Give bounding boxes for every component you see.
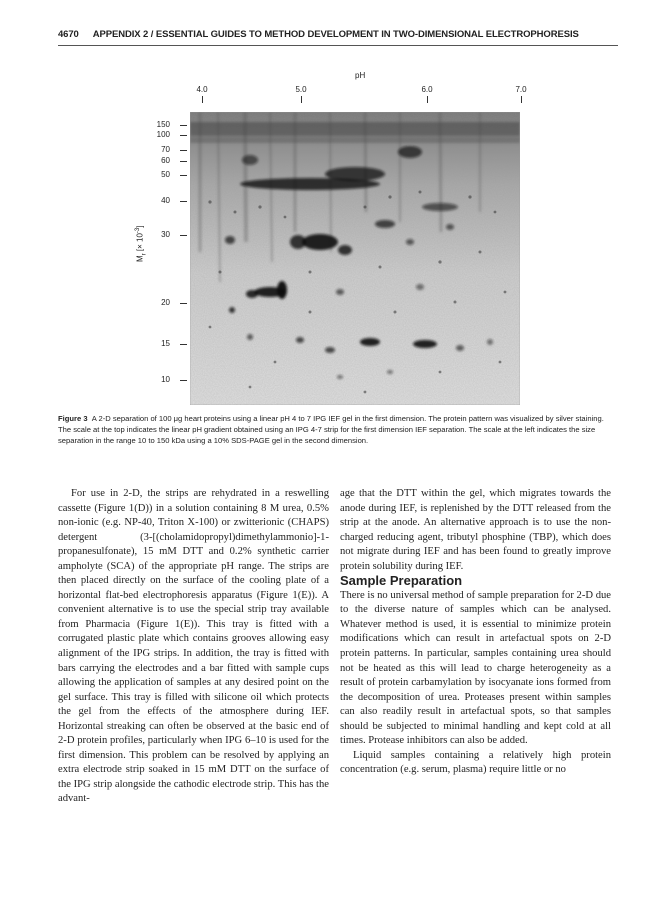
right-column [340, 487, 611, 778]
mw-tick-label: 50 [161, 170, 170, 179]
mw-tick-label: 10 [161, 375, 170, 384]
mw-tick-label: 20 [161, 298, 170, 307]
mw-tick-mark [180, 380, 187, 381]
mw-tick-mark [180, 303, 187, 304]
mw-tick-mark [180, 125, 187, 126]
page-number: 4670 [58, 29, 79, 40]
ph-tick-mark [521, 96, 522, 103]
mw-tick-mark [180, 175, 187, 176]
ph-tick-label: 4.0 [196, 85, 208, 94]
figure-caption [58, 413, 618, 446]
ph-tick-mark [202, 96, 203, 103]
mw-tick-label: 100 [156, 130, 170, 139]
caption-text: A 2-D separation of 100 μg heart proteins using a linear pH 4 to 7 IPG IEF gel in the first dimension. The protein pattern was visualized by silver staining. The scale at the top indicates the linear pH gradient obtained using an IPG 4-7 strip for the first dimension IEF separation. The scale at the left indicates the size separation in the range 10 to 150 kDa using a 10% SDS-PAGE gel in the second dimension. [58, 414, 604, 445]
mw-tick-label: 150 [156, 120, 170, 129]
mw-tick-label: 40 [161, 196, 170, 205]
caption-label: Figure 3 [58, 414, 88, 423]
ph-tick-label: 7.0 [515, 85, 527, 94]
figure-3 [0, 0, 668, 400]
mw-tick-mark [180, 150, 187, 151]
body-paragraph: age that the DTT within the gel, which migrates towards the anode during IEF, is replenished by the DTT released from the strip at the anode. An alternative approach is to use the non-charged reducing agent, tributyl phosphine (TBP), which does not migrate during IEF and has been found to greatly improve protein solubility during IEF. [340, 488, 611, 572]
mw-tick-label: 30 [161, 230, 170, 239]
mw-tick-label: 15 [161, 339, 170, 348]
body-paragraph: Liquid samples containing a relatively high protein concentration (e.g. serum, plasma) require little or no [340, 749, 611, 776]
mw-tick-mark [180, 201, 187, 202]
ph-tick-mark [301, 96, 302, 103]
mw-tick-label: 70 [161, 145, 170, 154]
mw-tick-mark [180, 235, 187, 236]
ph-axis-title: pH [355, 71, 366, 80]
mw-tick-mark [180, 161, 187, 162]
body-paragraph: For use in 2-D, the strips are rehydrated in a reswelling cassette (Figure 1(D)) in a solution containing 8 M urea, 0.5% non-ionic (e.g. NP-40, Triton X-100) or zwitterionic (CHAPS) detergent (3-[(cholamidopropyl)dimethylammonio]-1-propanesulfonate), 15 mM DTT and 0.2% synthetic carrier ampholyte (SCA) of the appropriate pH range. The strips are then placed directly on the surface of the cooling plate of a horizontal flat-bed electrophoresis apparatus (Figure 1(E)). A convenient alternative is to use the special strip tray available from Pharmacia (Figure 1(E)). This tray is fitted with a corrugated plastic plate which contains grooves allowing easy alignment of the IPG strips. In addition, the tray is fitted with bars carrying the electrodes and a bar fitted with sample cups allowing the application of samples at any desired point on the gel surface. This tray is filled with silicone oil which protects the gel from the effects of the atmosphere during IEF. Horizontal streaking can often be observed at the basic end of 2-D protein profiles, particularly when IPG 6–10 is used for the first dimension. This problem can be resolved by applying an extra electrode strip soaked in 15 mM DTT on the surface of the IPG strip alongside the cathodic electrode strip. This has the advant- [58, 488, 329, 805]
left-column [58, 487, 329, 807]
body-paragraph: There is no universal method of sample preparation for 2-D due to the diverse nature of samples which can be analysed. Whatever method is used, it is essential to minimize protein modifications which can result in artefactual spots on 2-D protein patterns. In particular, samples containing urea should not be heated as this will lead to charge heterogeneity as a result of protein carbamylation by isocyanate ions formed from the decomposition of urea. Proteases present within samples can also readily result in artefactual spots, so that samples should be subjected to minimal handling and kept cold at all times. Protease inhibitors can also be added. [340, 589, 611, 747]
mw-tick-label: 60 [161, 156, 170, 165]
ph-tick-label: 6.0 [421, 85, 433, 94]
running-title: APPENDIX 2 / ESSENTIAL GUIDES TO METHOD DEVELOPMENT IN TWO-DIMENSIONAL ELECTROPHORESIS [92, 29, 579, 40]
section-heading: Sample Preparation [340, 573, 463, 589]
mw-tick-mark [180, 135, 187, 136]
gel-image [190, 112, 520, 405]
mw-axis-title: $M_r$ [× $10^{-3}$] [135, 225, 148, 262]
mw-tick-mark [180, 344, 187, 345]
ph-tick-mark [427, 96, 428, 103]
ph-tick-label: 5.0 [295, 85, 307, 94]
